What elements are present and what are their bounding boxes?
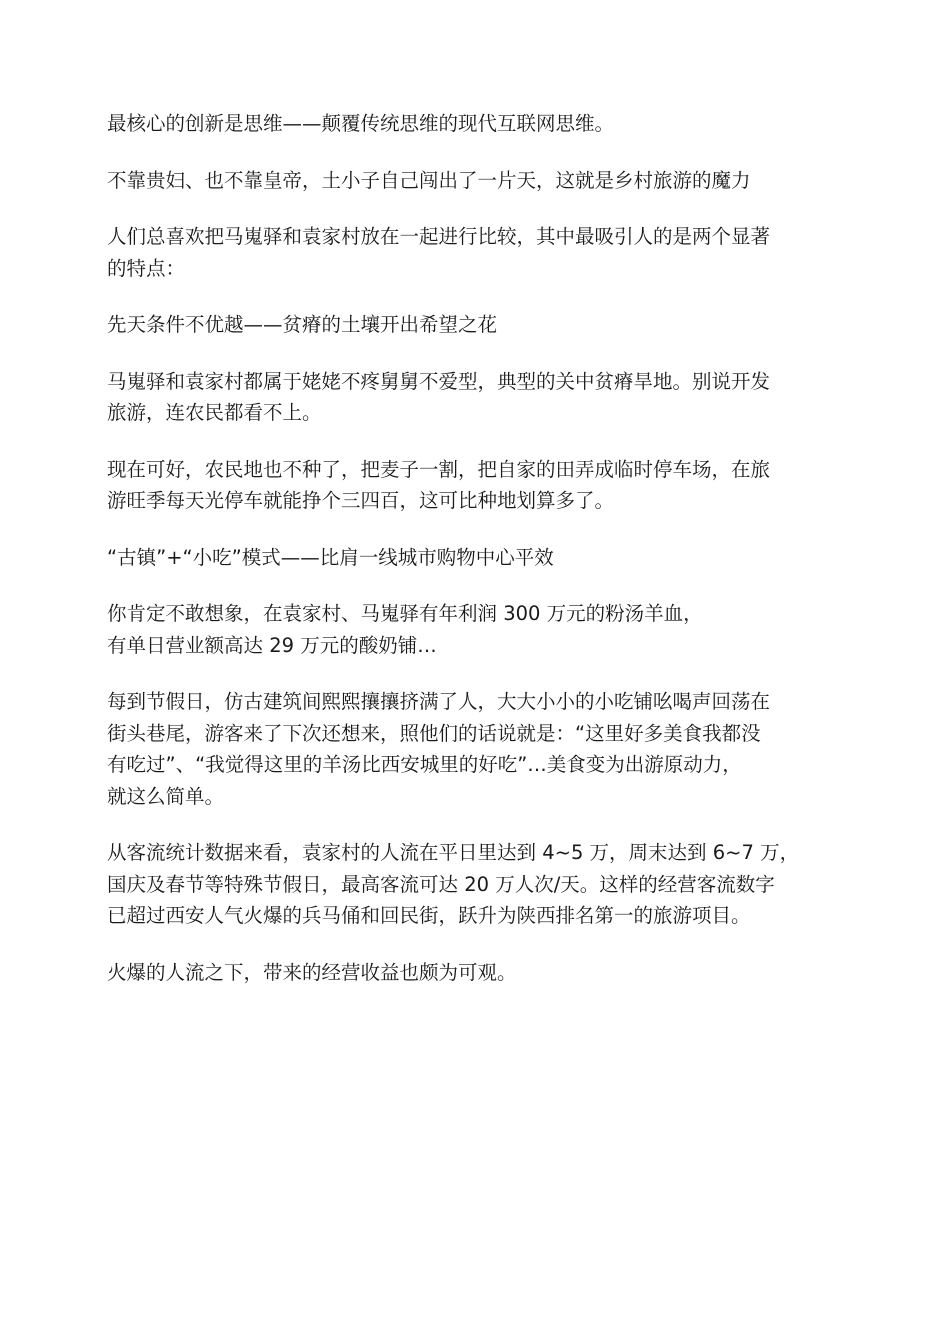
paragraph-core-innovation: [107, 108, 843, 140]
text-line: 最核心的创新是思维——颠覆传统思维的现代互联网思维。: [107, 112, 615, 135]
text-line: 旅游，连农民都看不上。: [107, 401, 322, 424]
text-line: 从客流统计数据来看，袁家村的人流在平日里达到 4~5 万，周末达到 6~7 万，: [107, 841, 800, 864]
paragraph-holiday-crowds: [107, 686, 843, 812]
text-line: 不靠贵妇、也不靠皇帝，土小子自己闯出了一片天，这就是乡村旅游的魔力: [107, 168, 751, 192]
text-line: 火爆的人流之下，带来的经营收益也颇为可观。: [107, 960, 517, 984]
heading-poor-conditions: [107, 309, 843, 341]
paragraph-parking-income: [107, 454, 843, 517]
paragraph-barren-land: [107, 366, 843, 429]
text-line: 马嵬驿和袁家村都属于姥姥不疼舅舅不爱型，典型的关中贫瘠旱地。别说开发: [107, 369, 771, 393]
text-line: 现在可好，农民地也不种了，把麦子一割，把自家的田弄成临时停车场，在旅: [107, 457, 771, 481]
text-line: 人们总喜欢把马嵬驿和袁家村放在一起进行比较，其中最吸引人的是两个显著: [107, 225, 771, 248]
text-line: “古镇”+“小吃”模式——比肩一线城市购物中心平效: [107, 545, 554, 569]
text-line: 就这么简单。: [107, 784, 225, 808]
text-line: 你肯定不敢想象，在袁家村、马嵬驿有年利润 300 万元的粉汤羊血，: [107, 602, 703, 625]
text-line: 街头巷尾，游客来了下次还想来，照他们的话说就是：“这里好多美食我都没: [107, 721, 761, 745]
paragraph-visitor-statistics: [107, 837, 843, 932]
heading-town-snack-model: [107, 542, 843, 574]
text-line: 每到节假日，仿古建筑间熙熙攘攘挤满了人，大大小小的小吃铺吆喝声回荡在: [107, 690, 771, 713]
text-line: 游旺季每天光停车就能挣个三四百，这可比种地划算多了。: [107, 489, 615, 512]
paragraph-rural-tourism-magic: [107, 165, 843, 197]
text-line: 国庆及春节等特殊节假日，最高客流可达 20 万人次/天。这样的经营客流数字: [107, 872, 775, 896]
text-line: 先天条件不优越——贫瘠的土壤开出希望之花: [107, 313, 498, 336]
text-line: 的特点：: [107, 256, 186, 280]
document-page: [107, 108, 843, 1013]
paragraph-revenue-conclusion: [107, 957, 843, 989]
paragraph-comparison-intro: [107, 221, 843, 284]
paragraph-profit-examples: [107, 598, 843, 661]
text-line: 有吃过”、“我觉得这里的羊汤比西安城里的好吃”…美食变为出游原动力，: [107, 753, 742, 776]
text-line: 已超过西安人气火爆的兵马俑和回民街，跃升为陕西排名第一的旅游项目。: [107, 904, 751, 927]
text-line: 有单日营业额高达 29 万元的酸奶铺…: [107, 633, 437, 657]
